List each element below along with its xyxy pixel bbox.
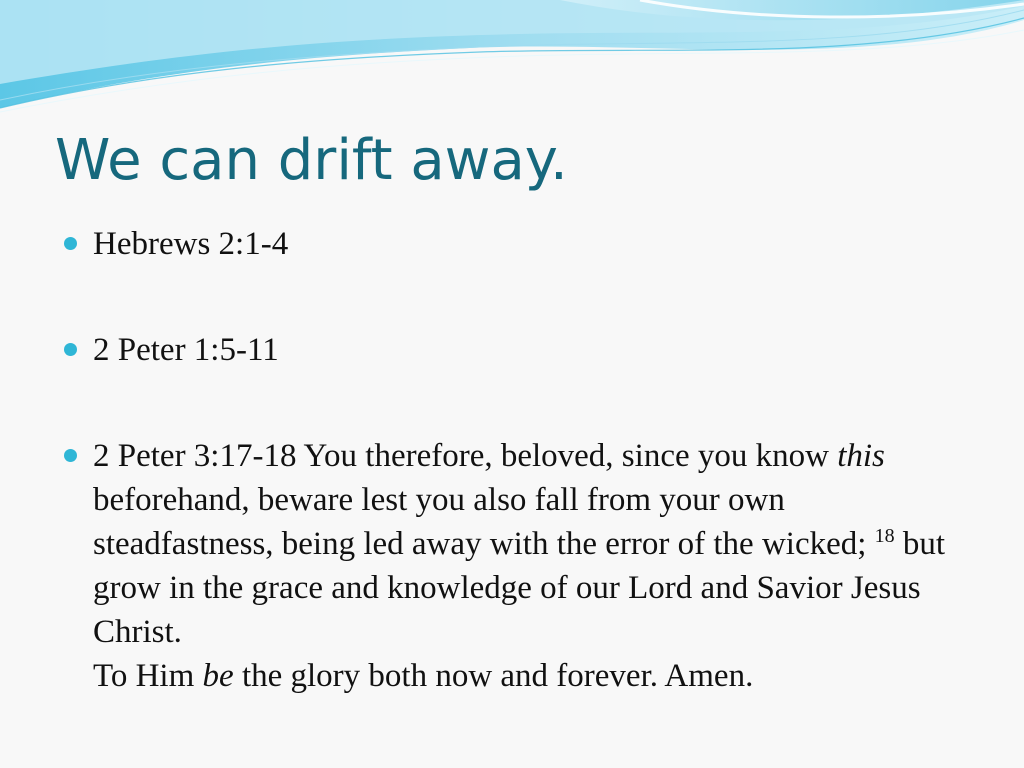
bullet-item-2-peter-3	[63, 434, 963, 698]
scripture-text: beforehand, beware lest you also fall from your own steadfastness, being led away with the error of the wicked;	[93, 482, 875, 562]
bullet-dot-icon	[64, 449, 77, 462]
bullet-text: Hebrews 2:1-4	[93, 226, 289, 262]
bullet-text: 2 Peter 1:5-11	[93, 332, 279, 368]
verse-number: 18	[874, 525, 895, 547]
bullet-item-2-peter-1	[63, 328, 963, 372]
bullet-item-hebrews	[63, 222, 963, 266]
scripture-reference: 2 Peter 3:17-18	[93, 438, 297, 474]
scripture-text: but grow in the grace and knowledge of our Lord and Savior Jesus Christ.	[93, 526, 946, 650]
scripture-text: You therefore, beloved, since you know	[296, 438, 838, 474]
wave-header-decoration	[0, 0, 1024, 120]
bullet-dot-icon	[64, 343, 77, 356]
slide-title: We can drift away.	[55, 128, 568, 193]
scripture-text: the glory both now and forever. Amen.	[233, 658, 754, 694]
bullet-dot-icon	[64, 237, 77, 250]
scripture-italic-word: be	[202, 658, 234, 694]
bullet-list	[63, 222, 963, 698]
scripture-italic-word: this	[837, 438, 885, 474]
scripture-text: To Him	[93, 658, 203, 694]
